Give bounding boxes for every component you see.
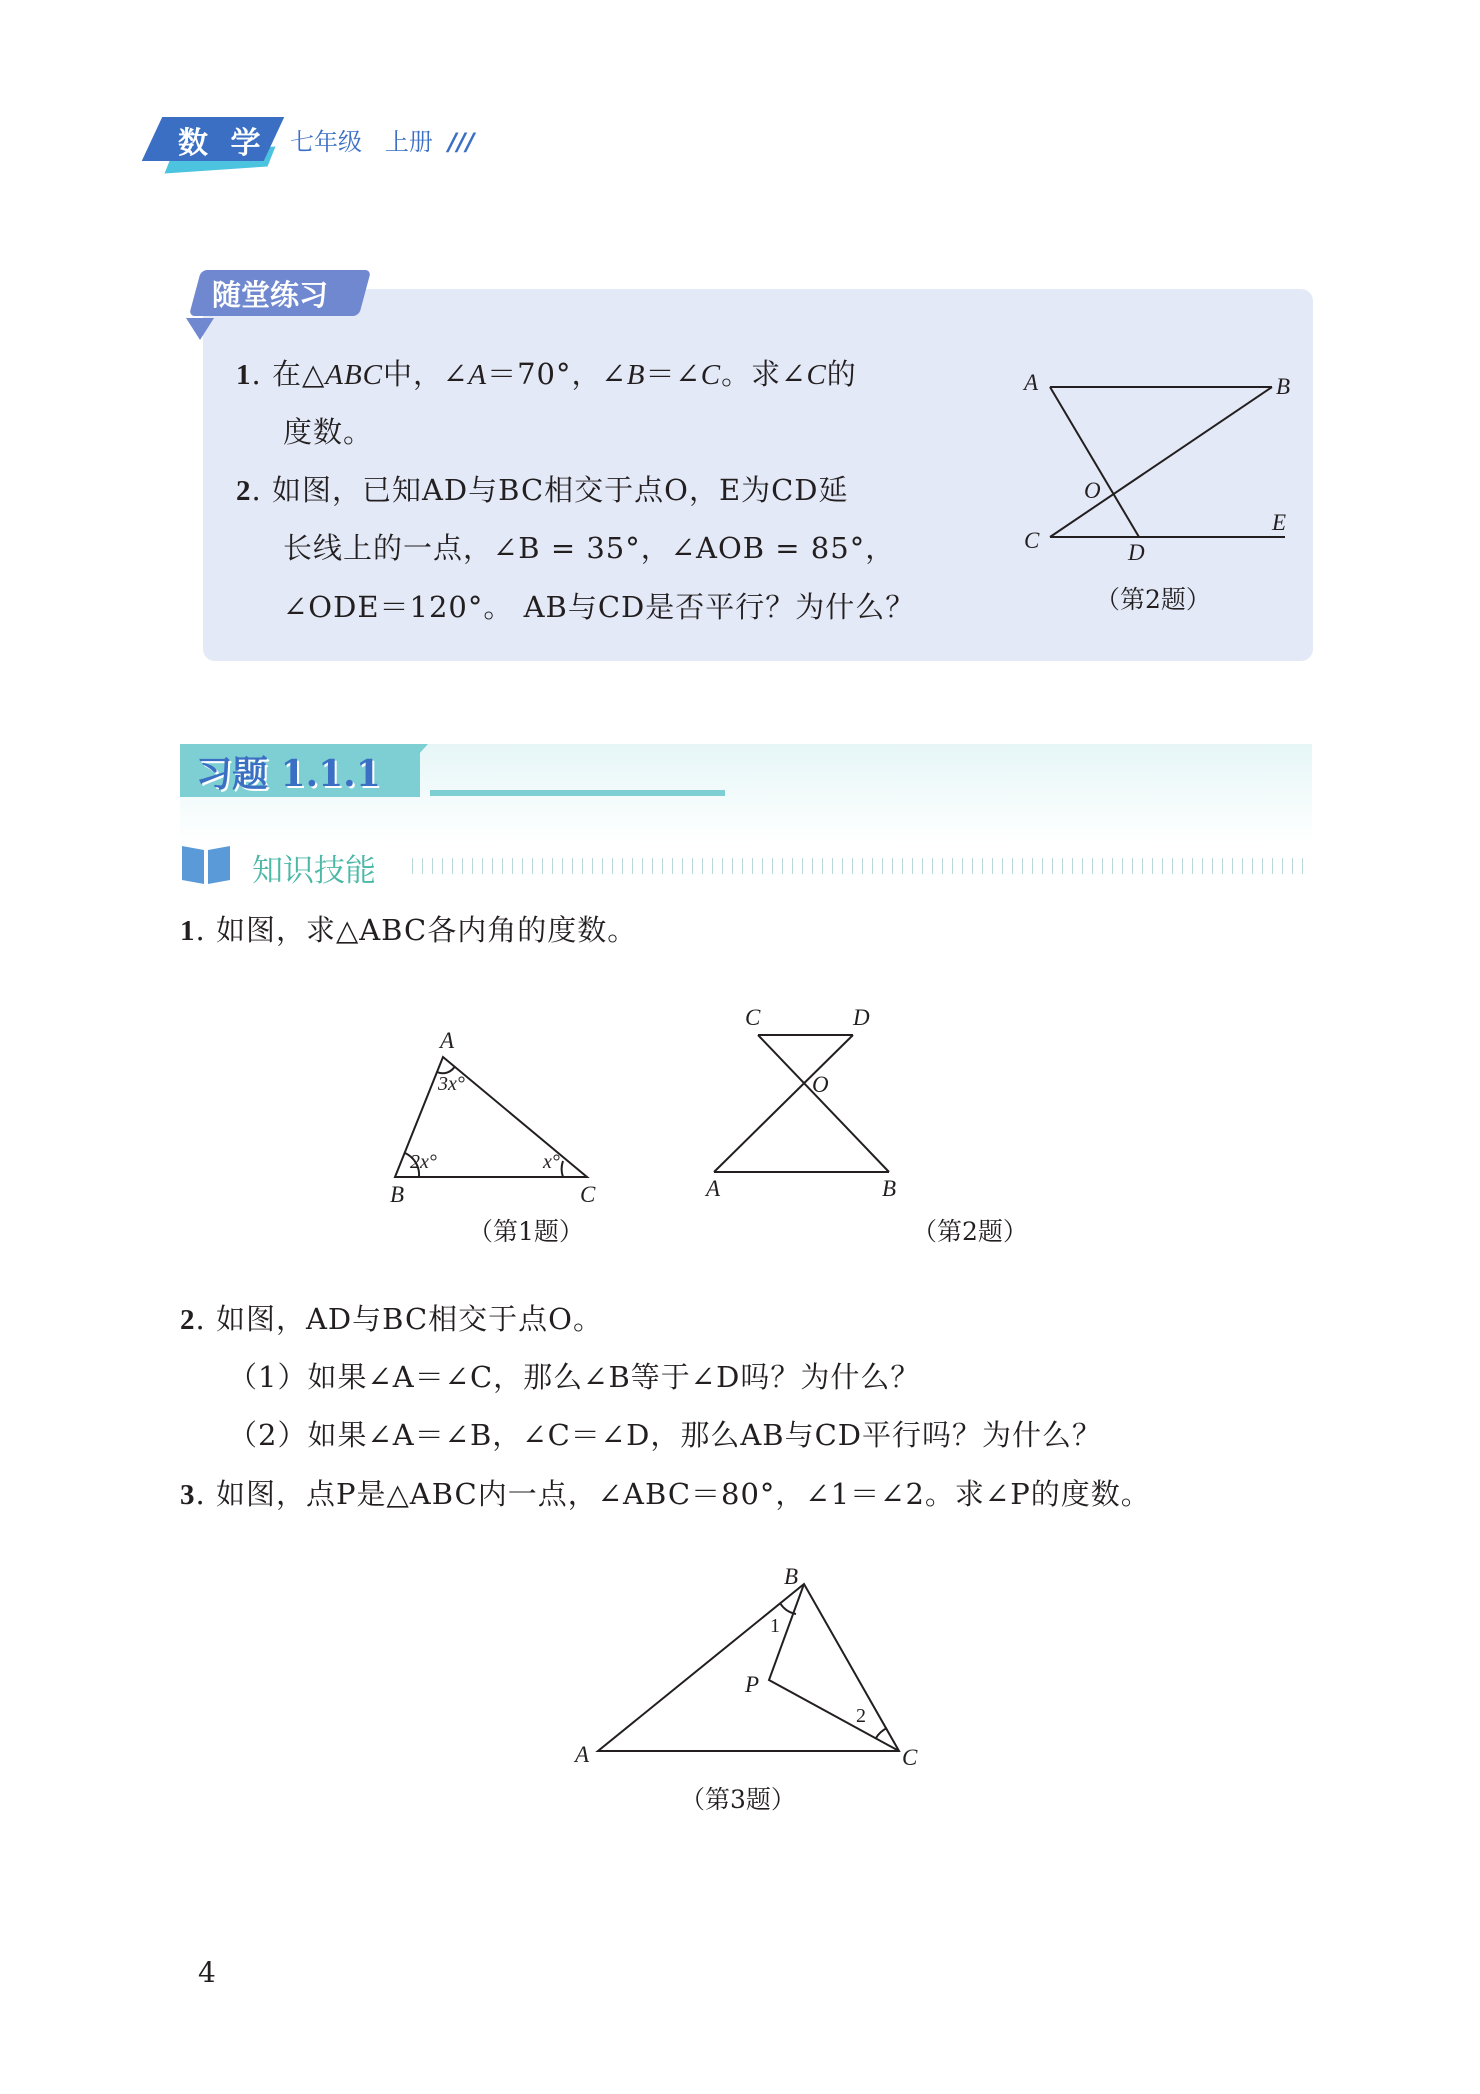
exercise-q2-sub2: （2）如果∠A＝∠B，∠C＝∠D，那么AB与CD平行吗？为什么？: [228, 1418, 1103, 1452]
fig3-caption: （第3题）: [680, 1785, 796, 1814]
practice-figure: [1050, 387, 1285, 537]
practice-q1-line2: 度数。: [283, 415, 374, 449]
fig3-label-B: B: [784, 1564, 799, 1589]
fig1-label-B: B: [390, 1182, 405, 1207]
dotted-rule: [412, 858, 1312, 874]
page-number: 4: [198, 1956, 216, 1989]
practice-figure-caption: （第2题）: [1095, 585, 1211, 614]
fig1-angle-C: x°: [543, 1151, 560, 1173]
practice-q2-line3: ∠ODE＝120°。 AB与CD是否平行？为什么？: [283, 590, 916, 624]
fig2-label-B: B: [882, 1176, 897, 1201]
fig1-label-C: C: [580, 1182, 596, 1207]
label-D: D: [1128, 540, 1145, 565]
fig2-label-O: O: [812, 1072, 829, 1097]
practice-title: 随堂练习: [212, 278, 329, 312]
fig1-angle-A: 3x°: [438, 1073, 465, 1095]
fig1-caption: （第1题）: [468, 1217, 584, 1246]
fig1-label-A: A: [440, 1028, 455, 1053]
exercise-figure-3: [598, 1584, 899, 1751]
fig3-angle-2: 2: [856, 1705, 866, 1727]
fig2-label-D: D: [853, 1005, 870, 1030]
fig2-label-C: C: [745, 1005, 761, 1030]
exercise-title: 习题 1.1.1: [196, 753, 381, 795]
fig3-label-C: C: [902, 1745, 918, 1770]
exercise-q2: 2. 如图，AD与BC相交于点O。: [180, 1302, 603, 1336]
fig1-angle-B: 2x°: [410, 1151, 437, 1173]
exercise-tag-underline: [430, 790, 725, 796]
label-E: E: [1272, 510, 1287, 535]
fig2-label-A: A: [706, 1176, 721, 1201]
fig3-angle-1: 1: [770, 1615, 780, 1637]
fig3-label-A: A: [575, 1742, 590, 1767]
volume-label: 上册: [384, 128, 433, 156]
practice-q2-line2: 长线上的一点，∠B = 35°，∠AOB = 85°，: [283, 531, 896, 565]
fig2-caption: （第2题）: [912, 1217, 1028, 1246]
practice-q1: 1. 在△ABC中，∠A＝70°，∠B＝∠C。求∠C的: [236, 357, 857, 391]
exercise-figure-2: [714, 1035, 889, 1172]
exercise-tag-tip: [380, 744, 428, 797]
exercise-q3: 3. 如图，点P是△ABC内一点，∠ABC＝80°，∠1＝∠2。求∠P的度数。: [180, 1477, 1151, 1511]
subject-label: 数 学: [178, 126, 267, 161]
slash-decoration: ///: [448, 128, 475, 156]
exercise-q1: 1. 如图，求△ABC各内角的度数。: [180, 913, 638, 947]
practice-q2: 2. 如图，已知AD与BC相交于点O，E为CD延: [236, 473, 849, 507]
grade-label: 七年级: [290, 128, 362, 156]
book-icon: [180, 840, 232, 888]
label-C: C: [1024, 528, 1040, 553]
fig3-label-P: P: [745, 1672, 760, 1697]
section-title: 知识技能: [252, 853, 376, 889]
label-A: A: [1024, 370, 1039, 395]
label-B: B: [1276, 374, 1291, 399]
exercise-q2-sub1: （1）如果∠A＝∠C，那么∠B等于∠D吗？为什么？: [228, 1360, 921, 1394]
label-O: O: [1084, 478, 1101, 503]
